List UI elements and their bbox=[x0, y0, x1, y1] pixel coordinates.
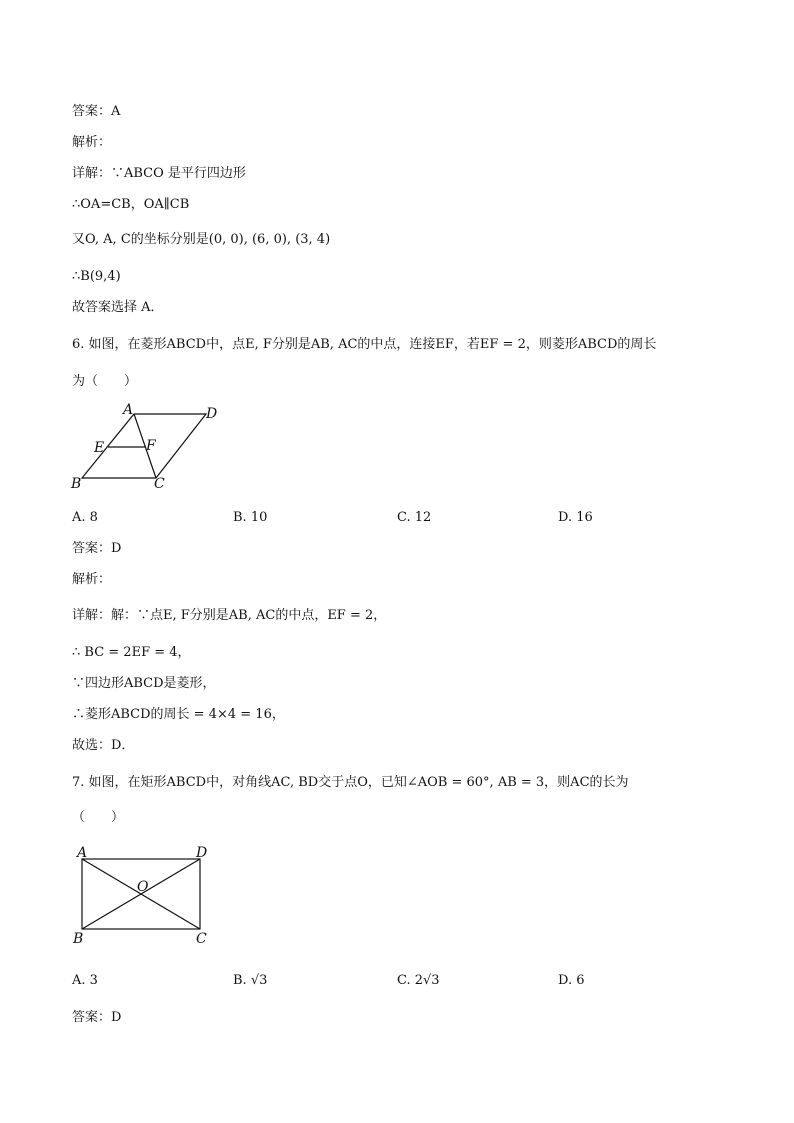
q5-answer: 答案：A bbox=[72, 104, 121, 119]
q6-analysis-label: 解析： bbox=[72, 572, 112, 587]
q5-step3: ∴B(9,4) bbox=[72, 269, 121, 284]
q5-conclusion: 故答案选择 A． bbox=[72, 300, 164, 315]
q7-rectangle-figure bbox=[70, 842, 220, 948]
q7-option-b: B. √3 bbox=[233, 973, 268, 988]
q6-step3: ∴菱形ABCD的周长 = 4×4 = 16， bbox=[72, 707, 285, 722]
q5-step1: ∴OA=CB，OA∥CB bbox=[72, 197, 190, 212]
q7-answer: 答案：D bbox=[72, 1010, 122, 1025]
q7-option-c: C. 2√3 bbox=[397, 973, 440, 988]
q6-option-d: D. 16 bbox=[558, 510, 593, 525]
q5-analysis-label: 解析： bbox=[72, 135, 112, 150]
q6-detail: 详解：解：∵点E, F分别是AB, AC的中点，EF = 2， bbox=[72, 608, 387, 623]
q6-stem-line2: 为（ ） bbox=[72, 374, 138, 389]
label-E: E bbox=[94, 440, 105, 456]
q6-stem-line1: 6. 如图，在菱形ABCD中，点E, F分别是AB, AC的中点，连接EF，若EF = 2，则菱形ABCD的周长 bbox=[72, 337, 657, 352]
q6-option-c: C. 12 bbox=[397, 510, 432, 525]
label-B: B bbox=[71, 476, 82, 492]
q7-stem-line1: 7. 如图，在矩形ABCD中，对角线AC, BD交于点O，已知∠AOB = 60°, AB = 3，则AC的长为 bbox=[72, 775, 629, 790]
q7-option-d: D. 6 bbox=[558, 973, 585, 988]
q6-conclusion: 故选：D． bbox=[72, 738, 135, 753]
label-C: C bbox=[154, 476, 165, 492]
label-D: D bbox=[206, 406, 218, 422]
q6-answer: 答案：D bbox=[72, 541, 122, 556]
q6-option-b: B. 10 bbox=[233, 510, 268, 525]
q5-step2: 又O, A, C的坐标分别是(0, 0), (6, 0), (3, 4) bbox=[72, 232, 331, 247]
label-O: O bbox=[137, 879, 149, 895]
label-D: D bbox=[196, 845, 208, 861]
label-B: B bbox=[73, 931, 84, 947]
q7-option-a: A. 3 bbox=[72, 973, 98, 988]
q6-option-a: A. 8 bbox=[72, 510, 98, 525]
label-C: C bbox=[196, 931, 207, 947]
label-F: F bbox=[146, 438, 156, 454]
q7-stem-line2: （ ） bbox=[72, 810, 125, 825]
q6-step1: ∴ BC = 2EF = 4， bbox=[72, 645, 191, 660]
label-A: A bbox=[77, 845, 88, 861]
q6-step2: ∵四边形ABCD是菱形， bbox=[72, 676, 216, 691]
label-A: A bbox=[123, 402, 134, 418]
q5-detail: 详解：∵ABCO 是平行四边形 bbox=[72, 166, 246, 181]
q6-rhombus-figure bbox=[66, 402, 226, 492]
